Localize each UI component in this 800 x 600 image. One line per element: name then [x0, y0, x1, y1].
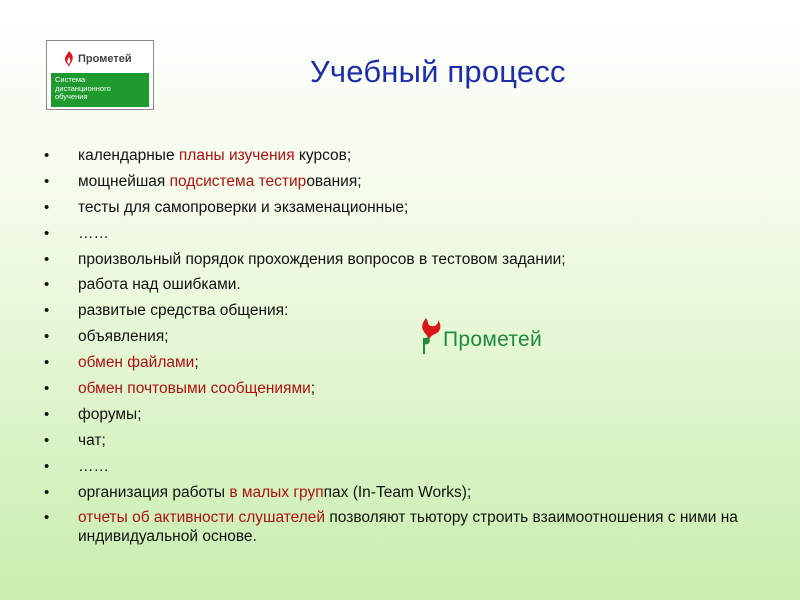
- item-text: развитые средства общения:: [78, 302, 289, 320]
- list-item: [44, 508, 764, 546]
- highlight-text: обмен файлами: [78, 354, 195, 372]
- list-item: [44, 483, 764, 502]
- item-text: организация работы: [78, 483, 230, 501]
- list-item: [44, 275, 764, 294]
- item-text: ;: [310, 380, 316, 398]
- item-text: мощнейшая: [78, 172, 170, 190]
- item-text: ……: [78, 224, 109, 242]
- list-item: [44, 405, 764, 424]
- item-text: ……: [78, 457, 109, 475]
- item-text: курсов;: [294, 147, 352, 164]
- center-logo: [413, 316, 563, 356]
- list-item: [44, 250, 764, 269]
- list-item: [44, 198, 764, 217]
- list-item: [44, 301, 764, 320]
- logo-subtitle-line: дистанционного: [55, 83, 111, 93]
- logo-brand: Прометей: [78, 53, 132, 65]
- flame-icon: [413, 316, 443, 356]
- list-item: [44, 146, 764, 165]
- list-item: [44, 379, 764, 398]
- item-text: работа над ошибками.: [78, 276, 241, 294]
- logo-top: [51, 45, 149, 73]
- flame-icon: [63, 51, 75, 67]
- item-text: чат;: [78, 431, 106, 449]
- item-text: форумы;: [78, 405, 142, 423]
- item-text: ования;: [306, 172, 362, 190]
- item-text: пах (In-Team Works);: [323, 483, 472, 501]
- list-item: [44, 327, 764, 346]
- list-item: [44, 172, 764, 191]
- logo-subtitle-line: обучения: [55, 92, 88, 101]
- item-text: произвольный порядок прохождения вопросов в тестовом задании;: [78, 250, 566, 268]
- logo-subtitle-line: Система: [55, 75, 86, 84]
- logo-box: [46, 40, 154, 110]
- list-item: [44, 353, 764, 372]
- highlight-text: обмен почтовыми сообщениями: [78, 380, 311, 398]
- item-text: объявления;: [78, 328, 169, 346]
- highlight-text: планы изучения: [178, 147, 295, 164]
- highlight-text: в малых груп: [229, 483, 324, 501]
- logo-subtitle: [51, 73, 149, 107]
- list-item: [44, 224, 764, 243]
- item-text: календарные: [78, 147, 179, 164]
- center-logo-brand: Прометей: [443, 328, 543, 351]
- page-title: Учебный процесс: [310, 54, 566, 89]
- bullet-list: [44, 146, 764, 553]
- item-text: тесты для самопроверки и экзаменационные;: [78, 198, 409, 216]
- highlight-text: отчеты об активности слушателей: [78, 509, 326, 527]
- item-text: позволяют тьютору строить взаимоотношения с ними на индивидуальной основе.: [78, 509, 738, 546]
- item-text: ;: [194, 354, 199, 372]
- list-item: [44, 431, 764, 450]
- list-item: [44, 457, 764, 476]
- highlight-text: подсистема тестир: [169, 172, 307, 190]
